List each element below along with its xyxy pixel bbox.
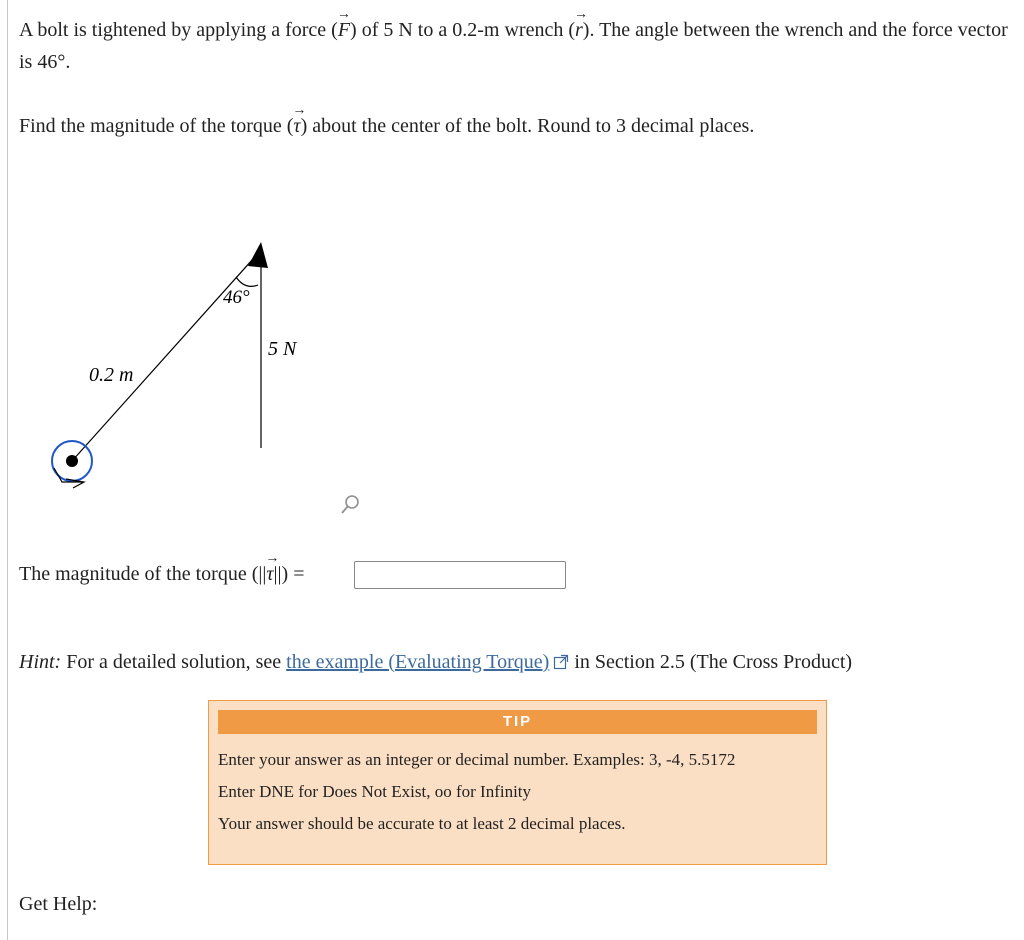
force-arrow-head [248,242,268,268]
wrench-length-label: 0.2 m [89,364,134,386]
tip-box [208,700,827,865]
bolt-center [66,455,78,467]
tip-line: Your answer should be accurate to at least 2 decimal places. [218,814,626,833]
wrench-diagram [40,230,300,500]
tau-vector-symbol: → τ [266,558,273,590]
question-instruction: Find the magnitude of the torque (→ τ) about the center of the bolt. Round to 3 decimal places. [19,110,754,142]
tau-vector-symbol: → τ [293,110,300,142]
force-vector-symbol: → F [338,14,350,46]
answer-label: The magnitude of the torque (||→ τ||) = [19,558,305,590]
get-help-label: Get Help: [19,893,98,915]
angle-arc [236,277,258,286]
question-intro: A bolt is tightened by applying a force (→ F) of 5 N to a 0.2-m wrench (→ r). The angle between the wrench and the force vector is 46°. [19,14,1019,78]
magnify-icon[interactable] [338,492,364,518]
tip-line: Enter your answer as an integer or decimal number. Examples: 3, -4, 5.5172 [218,750,736,769]
angle-label: 46° [223,287,250,308]
force-label: 5 N [268,338,297,360]
tip-header: TIP [218,710,817,734]
external-link-icon[interactable] [553,654,569,670]
hint: Hint: For a detailed solution, see the example (Evaluating Torque) in Section 2.5 (The Cross Product) [19,651,853,673]
tip-line: Enter DNE for Does Not Exist, oo for Infinity [218,782,532,801]
example-link[interactable]: the example (Evaluating Torque) [286,651,550,673]
r-vector-symbol: → r [575,14,583,46]
torque-answer-input[interactable] [354,561,566,589]
rotation-arrow-icon [54,468,84,488]
hint-label: Hint: [19,651,62,673]
wrench-line [72,250,261,461]
